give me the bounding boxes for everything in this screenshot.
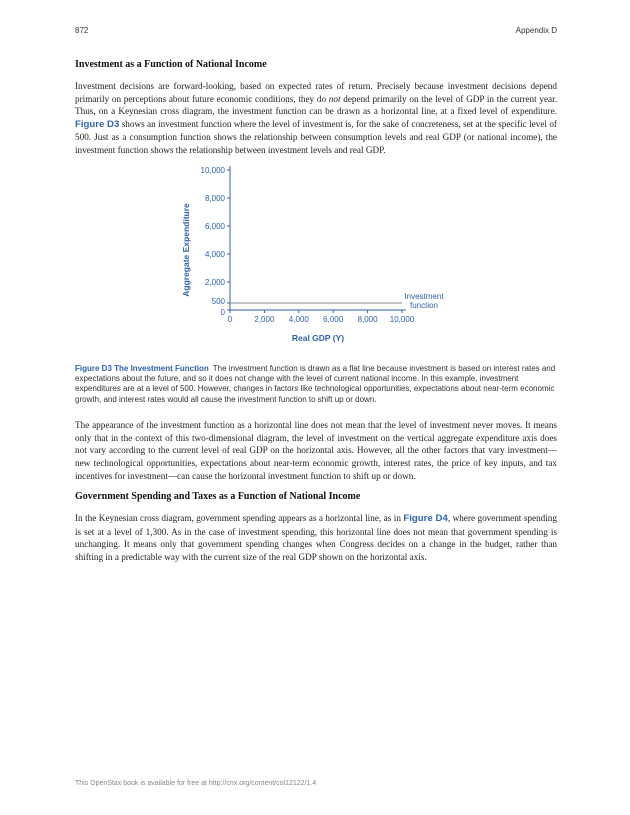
y-tick-label: 2,000 (204, 277, 225, 287)
emphasis-text: not (328, 93, 341, 104)
series-label: function (409, 300, 439, 310)
figure-d4-link[interactable]: Figure D4 (403, 513, 448, 525)
y-tick-label: 6,000 (204, 221, 225, 231)
x-tick-label: 10,000 (389, 314, 415, 324)
paragraph-government (75, 512, 557, 563)
chart-svg (75, 166, 557, 356)
section-heading-government: Government Spending and Taxes as a Function of National Income (75, 491, 361, 503)
page-number: 872 (75, 26, 89, 35)
paragraph-investment (75, 80, 557, 157)
figure-caption (75, 364, 557, 406)
section-heading-investment: Investment as a Function of National Income (75, 59, 267, 70)
para-text: Investment decisions are forward-looking, based on expected rates of return. Precisely because investment decisions depend primarily on perceptions about future economic conditions, they do (75, 81, 557, 104)
figure-label: Figure D3 The Investment Function (75, 363, 209, 373)
y-axis-title: Aggregate Expenditure (181, 202, 191, 297)
figure-d3-link[interactable]: Figure D3 (75, 118, 120, 130)
x-axis-title: Real GDP (Y) (291, 332, 345, 343)
x-tick-label: 0 (227, 314, 233, 324)
x-tick-label: 6,000 (323, 314, 344, 324)
y-tick-label: 8,000 (204, 193, 225, 203)
paragraph-investment-shifts: The appearance of the investment function as a horizontal line does not mean that the level of investment never moves. It means only that in the context of this two-dimensional diagram, the level of investment on the vertical aggregate expenditure axis does not vary according to the current level of real GDP on the horizontal axis. However, all the other factors that vary investment—new technological opportunities, expectations about near-term economic growth, interest rates, the price of key inputs, and tax incentives for investment—can cause the horizontal investment function to shift up or down. (75, 420, 557, 481)
caption-text: The investment function is drawn as a flat line because investment is based on interest rates and expectations about the future, and so it does not change with the level of current national income. In this example, investment expenditures are at a level of 500. However, changes in factors like technological opportunities, expectations about near-term economic growth, and interest rates would all cause the investment function to shift up or down. (75, 363, 556, 404)
investment-function-chart (75, 166, 557, 356)
main-content (75, 59, 557, 573)
x-tick-label: 8,000 (357, 314, 378, 324)
x-tick-label: 2,000 (254, 314, 275, 324)
y-tick-label: 4,000 (204, 249, 225, 259)
y-tick-label: 0 (220, 307, 225, 317)
para-text: depend primarily on the level of GDP in the current year. Thus, on a Keynesian cross diagram, the investment function can be drawn as a horizontal line, at a fixed level of expenditure. (75, 93, 557, 117)
x-tick-label: 4,000 (288, 314, 309, 324)
running-header: Appendix D (515, 26, 557, 35)
para-text: In the Keynesian cross diagram, government spending appears as a horizontal line, as in (75, 513, 404, 524)
series-label: Investment (404, 291, 444, 301)
y-tick-label: 500 (211, 296, 225, 306)
para-text: , where government spending is set at a level of 1,300. As in the case of investment spending, this horizontal line does not mean that government spending is unchanging. It means only that government spending changes when Congress decides on a change in the budget, rather than shifting in a predictable way with the current size of the real GDP shown on the horizontal axis. (75, 513, 557, 562)
y-tick-label: 10,000 (200, 165, 225, 175)
footer-license: This OpenStax book is available for free at http://cnx.org/content/col12122/1.4 (75, 780, 317, 787)
para-text: shows an investment function where the level of investment is, for the sake of concreteness, set at the specific level of 500. Just as a consumption function shows the relationship between consumption levels and real GDP (or national income), the investment function shows the relationship between investment levels and real GDP. (75, 118, 557, 155)
